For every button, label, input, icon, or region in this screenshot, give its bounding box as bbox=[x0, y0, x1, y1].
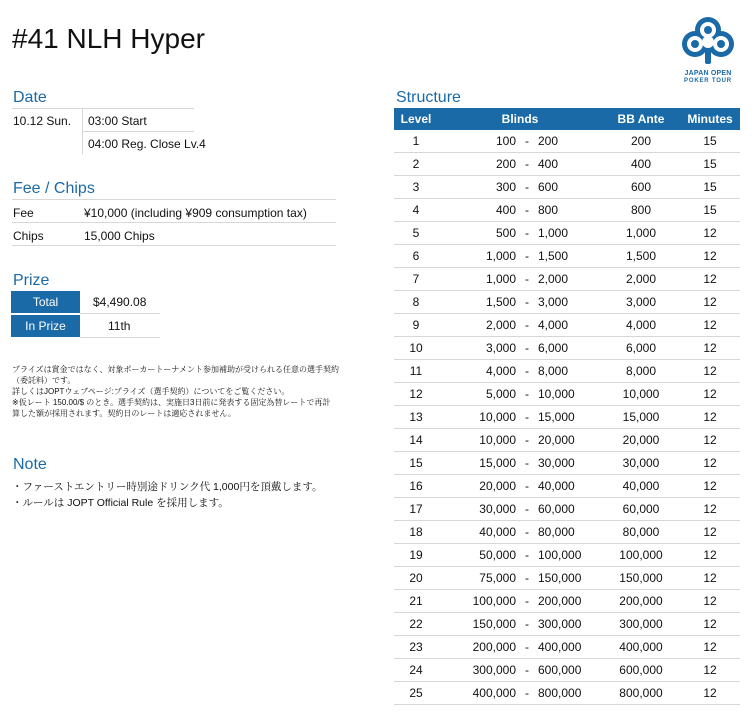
small-blind-cell: 20,000 bbox=[438, 475, 516, 498]
small-blind-cell: 100 bbox=[438, 130, 516, 153]
logo-text-line1: JAPAN OPEN bbox=[684, 70, 732, 77]
minutes-cell: 12 bbox=[680, 429, 740, 452]
bb-ante-cell: 4,000 bbox=[602, 314, 680, 337]
minutes-cell: 12 bbox=[680, 291, 740, 314]
blind-separator: - bbox=[516, 245, 538, 268]
level-cell: 14 bbox=[394, 429, 438, 452]
big-blind-cell: 2,000 bbox=[538, 268, 602, 291]
minutes-cell: 12 bbox=[680, 383, 740, 406]
prize-inprize-label: In Prize bbox=[11, 315, 80, 337]
prize-note-line: 詳しくはJOPTウェブページ:プライズ（選手契約）についてをご覧ください。 bbox=[12, 387, 290, 396]
structure-row bbox=[394, 636, 740, 659]
minutes-cell: 15 bbox=[680, 130, 740, 153]
small-blind-cell: 200,000 bbox=[438, 636, 516, 659]
page-title: #41 NLH Hyper bbox=[12, 23, 205, 54]
chips-label: Chips bbox=[13, 229, 44, 243]
minutes-cell: 12 bbox=[680, 613, 740, 636]
blind-separator: - bbox=[516, 590, 538, 613]
level-cell: 3 bbox=[394, 176, 438, 199]
minutes-cell: 12 bbox=[680, 245, 740, 268]
fee-row-divider bbox=[12, 222, 336, 223]
big-blind-cell: 1,000 bbox=[538, 222, 602, 245]
bb-ante-cell: 8,000 bbox=[602, 360, 680, 383]
level-cell: 15 bbox=[394, 452, 438, 475]
small-blind-cell: 30,000 bbox=[438, 498, 516, 521]
blind-separator: - bbox=[516, 383, 538, 406]
prize-notes bbox=[12, 364, 357, 419]
blind-separator: - bbox=[516, 268, 538, 291]
level-cell: 25 bbox=[394, 682, 438, 705]
big-blind-cell: 10,000 bbox=[538, 383, 602, 406]
prize-row-divider bbox=[80, 313, 160, 314]
blind-separator: - bbox=[516, 222, 538, 245]
big-blind-cell: 20,000 bbox=[538, 429, 602, 452]
blind-separator: - bbox=[516, 176, 538, 199]
structure-row bbox=[394, 567, 740, 590]
bb-ante-cell: 10,000 bbox=[602, 383, 680, 406]
blind-separator: - bbox=[516, 544, 538, 567]
structure-heading: Structure bbox=[396, 89, 461, 106]
level-cell: 13 bbox=[394, 406, 438, 429]
minutes-cell: 12 bbox=[680, 544, 740, 567]
date-row-divider bbox=[82, 131, 194, 132]
level-cell: 16 bbox=[394, 475, 438, 498]
fee-divider bbox=[12, 199, 336, 200]
prize-total-value: $4,490.08 bbox=[93, 295, 147, 309]
structure-row bbox=[394, 176, 740, 199]
minutes-cell: 12 bbox=[680, 590, 740, 613]
small-blind-cell: 10,000 bbox=[438, 429, 516, 452]
prize-row-divider-2 bbox=[80, 337, 160, 338]
small-blind-cell: 200 bbox=[438, 153, 516, 176]
bb-ante-cell: 20,000 bbox=[602, 429, 680, 452]
level-cell: 8 bbox=[394, 291, 438, 314]
bb-ante-cell: 60,000 bbox=[602, 498, 680, 521]
structure-row bbox=[394, 153, 740, 176]
blind-separator: - bbox=[516, 153, 538, 176]
fee-chips-heading: Fee / Chips bbox=[13, 180, 95, 197]
level-cell: 22 bbox=[394, 613, 438, 636]
blind-separator: - bbox=[516, 452, 538, 475]
big-blind-cell: 600 bbox=[538, 176, 602, 199]
big-blind-cell: 6,000 bbox=[538, 337, 602, 360]
structure-row bbox=[394, 130, 740, 153]
blind-separator: - bbox=[516, 567, 538, 590]
structure-row bbox=[394, 337, 740, 360]
structure-row bbox=[394, 291, 740, 314]
small-blind-cell: 300 bbox=[438, 176, 516, 199]
bb-ante-cell: 30,000 bbox=[602, 452, 680, 475]
level-cell: 6 bbox=[394, 245, 438, 268]
fee-value: ¥10,000 (including ¥909 consumption tax) bbox=[84, 206, 307, 220]
date-reg-close: 04:00 Reg. Close Lv.4 bbox=[88, 137, 206, 151]
clover-logo-icon bbox=[676, 14, 740, 70]
big-blind-cell: 400,000 bbox=[538, 636, 602, 659]
small-blind-cell: 300,000 bbox=[438, 659, 516, 682]
bb-ante-cell: 1,500 bbox=[602, 245, 680, 268]
minutes-cell: 12 bbox=[680, 659, 740, 682]
structure-row bbox=[394, 613, 740, 636]
minutes-cell: 12 bbox=[680, 682, 740, 705]
logo-text-line2: POKER TOUR bbox=[684, 78, 732, 84]
structure-row bbox=[394, 314, 740, 337]
structure-row bbox=[394, 245, 740, 268]
minutes-cell: 12 bbox=[680, 314, 740, 337]
small-blind-cell: 10,000 bbox=[438, 406, 516, 429]
blind-separator: - bbox=[516, 429, 538, 452]
minutes-cell: 12 bbox=[680, 452, 740, 475]
level-cell: 2 bbox=[394, 153, 438, 176]
level-cell: 18 bbox=[394, 521, 438, 544]
structure-header-row bbox=[394, 108, 740, 130]
level-cell: 11 bbox=[394, 360, 438, 383]
level-cell: 24 bbox=[394, 659, 438, 682]
note-line-rule: ・ルールは JOPT Official Rule を採用します。 bbox=[12, 497, 229, 509]
small-blind-cell: 75,000 bbox=[438, 567, 516, 590]
structure-row bbox=[394, 590, 740, 613]
structure-row bbox=[394, 222, 740, 245]
bb-ante-cell: 1,000 bbox=[602, 222, 680, 245]
bb-ante-cell: 2,000 bbox=[602, 268, 680, 291]
structure-row bbox=[394, 452, 740, 475]
level-cell: 12 bbox=[394, 383, 438, 406]
note-heading: Note bbox=[13, 456, 47, 473]
date-heading: Date bbox=[13, 89, 47, 106]
jopt-logo bbox=[676, 14, 740, 90]
big-blind-cell: 3,000 bbox=[538, 291, 602, 314]
prize-heading: Prize bbox=[13, 272, 50, 289]
big-blind-cell: 800,000 bbox=[538, 682, 602, 705]
small-blind-cell: 15,000 bbox=[438, 452, 516, 475]
level-cell: 10 bbox=[394, 337, 438, 360]
level-cell: 9 bbox=[394, 314, 438, 337]
big-blind-cell: 800 bbox=[538, 199, 602, 222]
level-cell: 17 bbox=[394, 498, 438, 521]
chips-value: 15,000 Chips bbox=[84, 229, 155, 243]
structure-row bbox=[394, 475, 740, 498]
structure-body bbox=[394, 130, 740, 705]
small-blind-cell: 3,000 bbox=[438, 337, 516, 360]
level-cell: 4 bbox=[394, 199, 438, 222]
bb-ante-cell: 200 bbox=[602, 130, 680, 153]
minutes-cell: 12 bbox=[680, 521, 740, 544]
structure-row bbox=[394, 544, 740, 567]
level-cell: 19 bbox=[394, 544, 438, 567]
bb-ante-cell: 400 bbox=[602, 153, 680, 176]
minutes-cell: 12 bbox=[680, 567, 740, 590]
level-cell: 1 bbox=[394, 130, 438, 153]
bb-ante-cell: 40,000 bbox=[602, 475, 680, 498]
structure-row bbox=[394, 360, 740, 383]
big-blind-cell: 30,000 bbox=[538, 452, 602, 475]
bb-ante-cell: 800 bbox=[602, 199, 680, 222]
structure-row bbox=[394, 682, 740, 705]
big-blind-cell: 100,000 bbox=[538, 544, 602, 567]
date-day: 10.12 Sun. bbox=[13, 114, 72, 128]
level-cell: 5 bbox=[394, 222, 438, 245]
date-start-time: 03:00 Start bbox=[88, 114, 147, 128]
prize-note-line: プライズは賞金ではなく、対象ポーカートーナメント参加補助が受けられる任意の選手契約 bbox=[12, 365, 340, 374]
small-blind-cell: 150,000 bbox=[438, 613, 516, 636]
small-blind-cell: 1,000 bbox=[438, 268, 516, 291]
bb-ante-cell: 400,000 bbox=[602, 636, 680, 659]
bb-ante-cell: 150,000 bbox=[602, 567, 680, 590]
big-blind-cell: 80,000 bbox=[538, 521, 602, 544]
small-blind-cell: 2,000 bbox=[438, 314, 516, 337]
chips-row-divider bbox=[12, 245, 336, 246]
note-line-drink: ・ファーストエントリー時別途ドリンク代 1,000円を頂戴します。 bbox=[12, 481, 323, 493]
big-blind-cell: 200 bbox=[538, 130, 602, 153]
blind-separator: - bbox=[516, 360, 538, 383]
big-blind-cell: 40,000 bbox=[538, 475, 602, 498]
prize-note-line: ※仮レート 150.00/$ のとき。選手契約は、実施日3日前に発表する固定為替レートで再計 bbox=[12, 398, 331, 407]
big-blind-cell: 4,000 bbox=[538, 314, 602, 337]
minutes-cell: 15 bbox=[680, 199, 740, 222]
small-blind-cell: 500 bbox=[438, 222, 516, 245]
blind-separator: - bbox=[516, 636, 538, 659]
bb-ante-cell: 800,000 bbox=[602, 682, 680, 705]
minutes-cell: 12 bbox=[680, 222, 740, 245]
minutes-cell: 12 bbox=[680, 475, 740, 498]
blind-separator: - bbox=[516, 337, 538, 360]
blind-separator: - bbox=[516, 130, 538, 153]
prize-total-label: Total bbox=[11, 291, 80, 313]
blind-separator: - bbox=[516, 498, 538, 521]
minutes-cell: 12 bbox=[680, 498, 740, 521]
minutes-cell: 12 bbox=[680, 268, 740, 291]
small-blind-cell: 40,000 bbox=[438, 521, 516, 544]
header-bb-ante: BB Ante bbox=[602, 108, 680, 130]
structure-row bbox=[394, 383, 740, 406]
big-blind-cell: 200,000 bbox=[538, 590, 602, 613]
header-level: Level bbox=[394, 108, 438, 130]
date-divider bbox=[12, 108, 194, 109]
structure-row bbox=[394, 498, 740, 521]
small-blind-cell: 50,000 bbox=[438, 544, 516, 567]
big-blind-cell: 15,000 bbox=[538, 406, 602, 429]
prize-note-line: 算した額が採用されます。契約日のレートは適応されません。 bbox=[12, 409, 236, 418]
small-blind-cell: 400 bbox=[438, 199, 516, 222]
level-cell: 23 bbox=[394, 636, 438, 659]
small-blind-cell: 100,000 bbox=[438, 590, 516, 613]
minutes-cell: 12 bbox=[680, 636, 740, 659]
blind-separator: - bbox=[516, 406, 538, 429]
small-blind-cell: 400,000 bbox=[438, 682, 516, 705]
level-cell: 7 bbox=[394, 268, 438, 291]
bb-ante-cell: 600,000 bbox=[602, 659, 680, 682]
bb-ante-cell: 100,000 bbox=[602, 544, 680, 567]
small-blind-cell: 4,000 bbox=[438, 360, 516, 383]
bb-ante-cell: 200,000 bbox=[602, 590, 680, 613]
level-cell: 21 bbox=[394, 590, 438, 613]
header-blinds: Blinds bbox=[438, 108, 602, 130]
minutes-cell: 15 bbox=[680, 153, 740, 176]
blind-separator: - bbox=[516, 521, 538, 544]
prize-inprize-value: 11th bbox=[108, 319, 131, 333]
bb-ante-cell: 300,000 bbox=[602, 613, 680, 636]
big-blind-cell: 8,000 bbox=[538, 360, 602, 383]
big-blind-cell: 400 bbox=[538, 153, 602, 176]
structure-table bbox=[394, 108, 740, 705]
minutes-cell: 12 bbox=[680, 360, 740, 383]
structure-row bbox=[394, 268, 740, 291]
big-blind-cell: 1,500 bbox=[538, 245, 602, 268]
bb-ante-cell: 80,000 bbox=[602, 521, 680, 544]
bb-ante-cell: 600 bbox=[602, 176, 680, 199]
minutes-cell: 12 bbox=[680, 406, 740, 429]
fee-label: Fee bbox=[13, 206, 34, 220]
minutes-cell: 12 bbox=[680, 337, 740, 360]
level-cell: 20 bbox=[394, 567, 438, 590]
structure-row bbox=[394, 521, 740, 544]
blind-separator: - bbox=[516, 682, 538, 705]
prize-note-line: （委託料）です。 bbox=[12, 376, 76, 385]
bb-ante-cell: 6,000 bbox=[602, 337, 680, 360]
blind-separator: - bbox=[516, 199, 538, 222]
structure-row bbox=[394, 659, 740, 682]
big-blind-cell: 300,000 bbox=[538, 613, 602, 636]
header-minutes: Minutes bbox=[680, 108, 740, 130]
bb-ante-cell: 15,000 bbox=[602, 406, 680, 429]
small-blind-cell: 1,000 bbox=[438, 245, 516, 268]
big-blind-cell: 150,000 bbox=[538, 567, 602, 590]
blind-separator: - bbox=[516, 659, 538, 682]
big-blind-cell: 600,000 bbox=[538, 659, 602, 682]
blind-separator: - bbox=[516, 314, 538, 337]
blind-separator: - bbox=[516, 291, 538, 314]
minutes-cell: 15 bbox=[680, 176, 740, 199]
bb-ante-cell: 3,000 bbox=[602, 291, 680, 314]
blind-separator: - bbox=[516, 613, 538, 636]
blind-separator: - bbox=[516, 475, 538, 498]
small-blind-cell: 5,000 bbox=[438, 383, 516, 406]
structure-row bbox=[394, 429, 740, 452]
small-blind-cell: 1,500 bbox=[438, 291, 516, 314]
big-blind-cell: 60,000 bbox=[538, 498, 602, 521]
structure-row bbox=[394, 199, 740, 222]
structure-row bbox=[394, 406, 740, 429]
